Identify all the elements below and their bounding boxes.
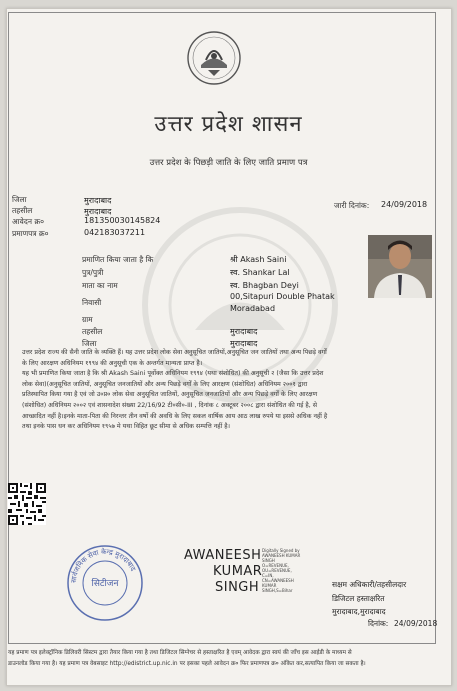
- issue-date-label: जारी दिनांक:: [334, 201, 370, 210]
- mother-label: माता का नाम: [82, 281, 118, 290]
- svg-text:सार्वजनिक सेवा केन्द्र मुरादाब: [70, 547, 137, 583]
- parent-label: पुत्र/पुत्री: [82, 268, 104, 277]
- certificate-no-label: प्रमाणपत्र क्र०: [12, 229, 49, 238]
- village-label: ग्राम: [82, 315, 93, 324]
- qr-code[interactable]: [8, 483, 46, 525]
- body-line: प्रतिस्थापित किया गया है एवं जो उ०प्र० लोक सेवा अनुसूचित जातियों, अनुसूचित जनजातियों और अन्य पिछड़े वर्गों के लिए आरक्षण: [22, 391, 318, 399]
- district-label: जिला: [12, 195, 27, 204]
- body-line: आच्छादित नहीं है।इनके माता-पिता की निरन्तर तीन वर्षो की अवधि के लिए सकल वार्षिक आय आठ लाख रुपये या इससे अधिक नहीं है: [22, 412, 328, 420]
- certificate-no-value: 042183037211: [84, 228, 146, 237]
- residence-address: 00,Sitapuri Double Phatak: [230, 292, 335, 301]
- authority-title: सक्षम अधिकारी/तहसीलदार: [332, 580, 407, 589]
- signatory-last-name: SINGH: [215, 580, 260, 595]
- tehsil2-label: तहसील: [82, 327, 103, 336]
- district2-value: मुरादाबाद: [230, 339, 258, 348]
- tehsil-label: तहसील: [12, 206, 33, 215]
- certificate-subtitle: उत्तर प्रदेश के पिछड़ी जाति के लिए जाति प्रमाण पत्र: [149, 158, 308, 168]
- seal-ring-text: सार्वजनिक सेवा केन्द्र मुरादाबाद: [69, 547, 138, 584]
- authority-date: 24/09/2018: [394, 619, 438, 628]
- issue-date-value: 24/09/2018: [381, 200, 428, 209]
- page-title: उत्तर प्रदेश शासन: [154, 112, 303, 137]
- authority-date-label: दिनांक:: [368, 619, 389, 628]
- authority-status: डिजिटल हस्ताक्षरित: [332, 594, 385, 603]
- footer-note-line-1: यह प्रमाण पत्र इलेक्ट्रॉनिक डिलिवरी सिस्टम द्वारा तैयार किया गया है तथा डिजिटल सिग्नेचर से हस्ताक्षरित है एवम् आवेदक द्वारा स्वयं की जाँच इस आईडी के माध्यम से: [8, 650, 352, 656]
- application-no-label: आवेदन क्र०: [12, 217, 45, 226]
- signatory-middle-name: KUMAR: [213, 564, 263, 579]
- body-line: (संशोधित) अधिनियम २००२ एवं शासनादेश संख्या 22/16/92 टी०सी०-III , दिनांक ८ अक्टूबर २००८ द्वारा संशोधित की गई है, से: [22, 401, 317, 409]
- footer-note-line-2: डाउनलोड किया गया है। यह प्रमाण पत्र वेबसाइट http://edistrict.up.nic.in पर इसका पहले आवेदन क्र० फिर प्रमाणपत्र क्र० अंकित कर,सत्यापित किया जा सकता है।: [8, 661, 366, 667]
- applicant-photo: [368, 235, 432, 298]
- mother-name: स्व. Bhagban Deyi: [230, 281, 299, 290]
- certificate-body: [22, 348, 442, 433]
- tehsil2-value: मुरादाबाद: [230, 327, 258, 336]
- holder-name: श्री Akash Saini: [230, 255, 287, 264]
- residence-city: Moradabad: [230, 304, 276, 313]
- body-line: के लिए आरक्षण अधिनियम १९९४ की अनुसूची एक के अन्तर्गत मान्यता प्राप्त है।: [22, 359, 203, 367]
- body-line: यह भी प्रमाणित किया जाता है कि श्री Akash Saini पूर्वोक्त अधिनियम १९९४ (यथा संशोधित) की अनुसूची २ (जैसा कि उत्तर प्रदेश: [22, 370, 324, 378]
- body-line: लोक सेवा)(अनुसूचित जातियों, अनुसूचित जनजातियों और अन्य पिछड़े वर्गों के लिए आरक्षण (संशोधित) अधिनियम २००१ द्वारा: [22, 380, 308, 388]
- certify-label: प्रमाणित किया जाता है कि: [82, 255, 154, 264]
- residence-label: निवासी: [82, 298, 102, 307]
- digital-signature-meta: Digitally Signed by AWANEESH KUMAR SINGH O=REVENUE, OU=REVENUE, C=IN, CN=AWANEESH KUMAR SINGH,S=Bihar: [262, 548, 301, 593]
- service-center-seal: [66, 544, 144, 622]
- body-line: उत्तर प्रदेश राज्य की सैनी जाति के व्यक्ति हैं। यह उत्तर प्रदेश लोक सेवा अनुसूचित जातियों,अनुसूचित जन जातियों तथा अन्य पिछड़े वर्गों: [22, 349, 327, 356]
- up-emblem-icon: [186, 30, 242, 86]
- application-no-value: 181350030145824: [84, 216, 161, 225]
- seal-center-text: सिटीजन: [91, 579, 119, 589]
- father-name: स्व. Shankar Lal: [230, 268, 290, 277]
- authority-location: मुरादाबाद,मुरादाबाद: [332, 607, 386, 616]
- tehsil-value: मुरादाबाद: [84, 207, 112, 216]
- body-line: तथा इनके पास धन कर अधिनियम १९५७ मे यथा विहित छूट सीमा से अधिक सम्पत्ति नहीं है।: [22, 423, 230, 431]
- district-value: मुरादाबाद: [84, 196, 112, 205]
- district2-label: जिला: [82, 339, 97, 348]
- signatory-first-name: AWANEESH: [184, 548, 262, 563]
